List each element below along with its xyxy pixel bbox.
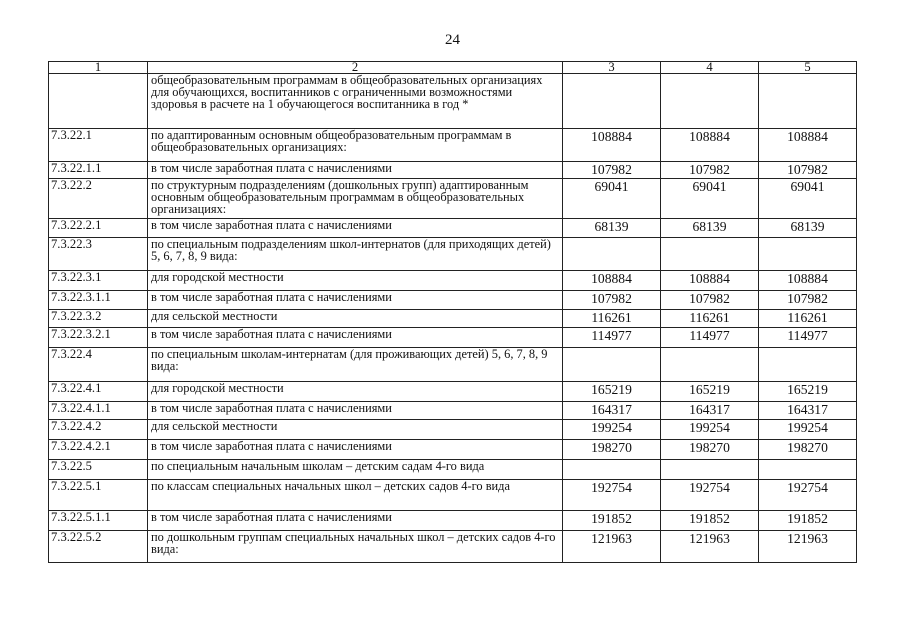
row-value-col-3 bbox=[563, 238, 661, 271]
row-code: 7.3.22.4.1 bbox=[49, 382, 148, 402]
row-code bbox=[49, 74, 148, 129]
row-value-col-3: 68139 bbox=[563, 219, 661, 238]
table-row bbox=[49, 74, 857, 129]
row-value-col-3 bbox=[563, 74, 661, 129]
table-row bbox=[49, 440, 857, 460]
row-value-col-5: 107982 bbox=[759, 291, 857, 310]
row-value-col-5: 114977 bbox=[759, 328, 857, 348]
table-row bbox=[49, 162, 857, 179]
row-value-col-4: 108884 bbox=[661, 129, 759, 162]
row-value-col-4 bbox=[661, 348, 759, 382]
table-row bbox=[49, 460, 857, 480]
row-value-col-4: 192754 bbox=[661, 480, 759, 511]
row-value-col-4: 107982 bbox=[661, 291, 759, 310]
row-value-col-3 bbox=[563, 460, 661, 480]
row-code: 7.3.22.5.2 bbox=[49, 531, 148, 563]
row-value-col-4: 69041 bbox=[661, 179, 759, 219]
row-value-col-4: 114977 bbox=[661, 328, 759, 348]
row-value-col-3: 107982 bbox=[563, 291, 661, 310]
header-col-4: 4 bbox=[661, 62, 759, 74]
row-description: в том числе заработная плата с начислениями bbox=[148, 162, 563, 179]
header-col-2: 2 bbox=[148, 62, 563, 74]
table-row bbox=[49, 382, 857, 402]
row-value-col-4 bbox=[661, 74, 759, 129]
row-value-col-4: 191852 bbox=[661, 511, 759, 531]
row-value-col-3: 121963 bbox=[563, 531, 661, 563]
row-value-col-5: 164317 bbox=[759, 402, 857, 420]
row-description: в том числе заработная плата с начислениями bbox=[148, 328, 563, 348]
row-value-col-5 bbox=[759, 348, 857, 382]
table-row bbox=[49, 480, 857, 511]
table-row bbox=[49, 328, 857, 348]
table-header-row bbox=[49, 62, 857, 74]
row-description: по специальным начальным школам – детским садам 4-го вида bbox=[148, 460, 563, 480]
row-value-col-5 bbox=[759, 74, 857, 129]
row-value-col-3: 164317 bbox=[563, 402, 661, 420]
row-code: 7.3.22.1.1 bbox=[49, 162, 148, 179]
row-value-col-4: 108884 bbox=[661, 271, 759, 291]
row-description: по структурным подразделениям (дошкольных групп) адаптированным основным общеобразовательным программам в общеобразовательных организациях: bbox=[148, 179, 563, 219]
row-value-col-5: 116261 bbox=[759, 310, 857, 328]
row-value-col-3: 199254 bbox=[563, 420, 661, 440]
row-code: 7.3.22.5.1 bbox=[49, 480, 148, 511]
header-col-5: 5 bbox=[759, 62, 857, 74]
row-code: 7.3.22.3.2 bbox=[49, 310, 148, 328]
row-value-col-3: 114977 bbox=[563, 328, 661, 348]
row-value-col-4: 121963 bbox=[661, 531, 759, 563]
row-value-col-3 bbox=[563, 348, 661, 382]
row-value-col-4 bbox=[661, 460, 759, 480]
table-row bbox=[49, 511, 857, 531]
row-code: 7.3.22.4.2 bbox=[49, 420, 148, 440]
row-value-col-4: 116261 bbox=[661, 310, 759, 328]
row-value-col-3: 116261 bbox=[563, 310, 661, 328]
row-value-col-5: 107982 bbox=[759, 162, 857, 179]
row-value-col-3: 108884 bbox=[563, 271, 661, 291]
table-row bbox=[49, 420, 857, 440]
row-description: по дошкольным группам специальных начальных школ – детских садов 4-го вида: bbox=[148, 531, 563, 563]
row-code: 7.3.22.3.1 bbox=[49, 271, 148, 291]
table-row bbox=[49, 271, 857, 291]
row-value-col-4: 107982 bbox=[661, 162, 759, 179]
row-description: общеобразовательным программам в общеобразовательных организациях для обучающихся, воспитанников с ограниченными возможностями здоровья в расчете на 1 обучающегося воспитанника в год * bbox=[148, 74, 563, 129]
table-row bbox=[49, 179, 857, 219]
row-value-col-5: 191852 bbox=[759, 511, 857, 531]
row-value-col-5: 108884 bbox=[759, 271, 857, 291]
table-row bbox=[49, 291, 857, 310]
table-row bbox=[49, 531, 857, 563]
row-value-col-3: 198270 bbox=[563, 440, 661, 460]
row-code: 7.3.22.4.1.1 bbox=[49, 402, 148, 420]
row-value-col-4: 199254 bbox=[661, 420, 759, 440]
row-description: для городской местности bbox=[148, 271, 563, 291]
row-value-col-5: 165219 bbox=[759, 382, 857, 402]
row-value-col-5 bbox=[759, 460, 857, 480]
row-code: 7.3.22.2.1 bbox=[49, 219, 148, 238]
table-row bbox=[49, 348, 857, 382]
row-code: 7.3.22.5.1.1 bbox=[49, 511, 148, 531]
row-value-col-5: 68139 bbox=[759, 219, 857, 238]
row-value-col-3: 192754 bbox=[563, 480, 661, 511]
row-description: для сельской местности bbox=[148, 420, 563, 440]
row-value-col-3: 191852 bbox=[563, 511, 661, 531]
row-description: по классам специальных начальных школ – детских садов 4-го вида bbox=[148, 480, 563, 511]
row-description: в том числе заработная плата с начислениями bbox=[148, 291, 563, 310]
row-code: 7.3.22.3 bbox=[49, 238, 148, 271]
row-value-col-4 bbox=[661, 238, 759, 271]
row-description: по специальным подразделениям школ-интернатов (для приходящих детей) 5, 6, 7, 8, 9 вида: bbox=[148, 238, 563, 271]
row-code: 7.3.22.4.2.1 bbox=[49, 440, 148, 460]
row-description: по специальным школам-интернатам (для проживающих детей) 5, 6, 7, 8, 9 вида: bbox=[148, 348, 563, 382]
budget-norms-table bbox=[48, 61, 857, 563]
row-code: 7.3.22.3.2.1 bbox=[49, 328, 148, 348]
table-row bbox=[49, 402, 857, 420]
table-row bbox=[49, 129, 857, 162]
page-number: 24 bbox=[445, 32, 460, 48]
header-col-1: 1 bbox=[49, 62, 148, 74]
row-code: 7.3.22.4 bbox=[49, 348, 148, 382]
row-value-col-3: 108884 bbox=[563, 129, 661, 162]
row-value-col-5: 192754 bbox=[759, 480, 857, 511]
row-value-col-4: 165219 bbox=[661, 382, 759, 402]
row-description: в том числе заработная плата с начислениями bbox=[148, 402, 563, 420]
row-code: 7.3.22.5 bbox=[49, 460, 148, 480]
row-value-col-4: 68139 bbox=[661, 219, 759, 238]
row-value-col-3: 107982 bbox=[563, 162, 661, 179]
row-value-col-5: 199254 bbox=[759, 420, 857, 440]
row-value-col-5: 108884 bbox=[759, 129, 857, 162]
row-code: 7.3.22.1 bbox=[49, 129, 148, 162]
row-value-col-5 bbox=[759, 238, 857, 271]
row-description: для сельской местности bbox=[148, 310, 563, 328]
row-code: 7.3.22.3.1.1 bbox=[49, 291, 148, 310]
row-description: в том числе заработная плата с начислениями bbox=[148, 219, 563, 238]
table-row bbox=[49, 310, 857, 328]
row-description: по адаптированным основным общеобразовательным программам в общеобразовательных организациях: bbox=[148, 129, 563, 162]
row-code: 7.3.22.2 bbox=[49, 179, 148, 219]
row-value-col-3: 165219 bbox=[563, 382, 661, 402]
row-description: в том числе заработная плата с начислениями bbox=[148, 511, 563, 531]
row-description: в том числе заработная плата с начислениями bbox=[148, 440, 563, 460]
table-row bbox=[49, 238, 857, 271]
row-value-col-4: 198270 bbox=[661, 440, 759, 460]
row-value-col-3: 69041 bbox=[563, 179, 661, 219]
row-value-col-5: 69041 bbox=[759, 179, 857, 219]
row-value-col-4: 164317 bbox=[661, 402, 759, 420]
row-value-col-5: 121963 bbox=[759, 531, 857, 563]
table-row bbox=[49, 219, 857, 238]
header-col-3: 3 bbox=[563, 62, 661, 74]
row-value-col-5: 198270 bbox=[759, 440, 857, 460]
row-description: для городской местности bbox=[148, 382, 563, 402]
